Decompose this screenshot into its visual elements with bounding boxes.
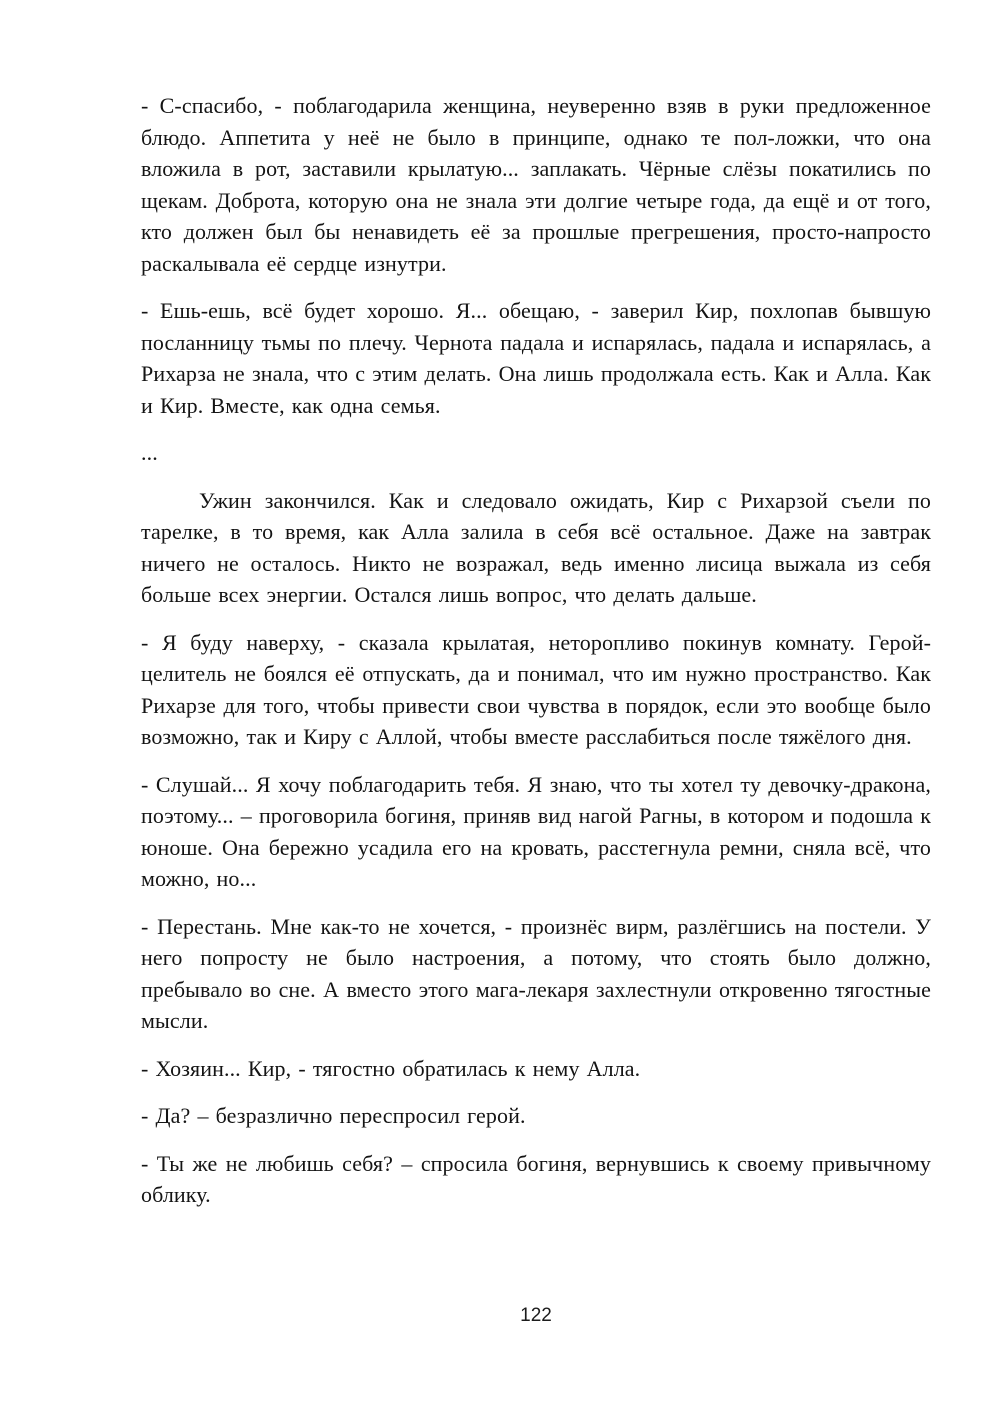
paragraph: - Да? – безразлично переспросил герой. xyxy=(141,1103,526,1128)
paragraph: - Хозяин... Кир, - тягостно обратилась к нему Алла. xyxy=(141,1055,641,1081)
paragraph: - С-спасибо, - поблагодарила женщина, неуверенно взяв в руки предложенное блюдо. Аппетита у неё не было в принципе, однако те пол-ложки, что она вложила в рот, заставили крылатую... заплакать. Чёрные слёзы покатились по щекам. Доброта, которую она не знала эти долгие четыре года, да ещё и от того, кто должен был бы ненавидеть её за прошлые прегрешения, просто-напросто раскалывала её сердце изнутри. xyxy=(141,93,931,276)
paragraph: ... xyxy=(141,440,158,465)
paragraph: - Перестань. Мне как-то не хочется, - произнёс вирм, разлёгшись на постели. У него попросту не было настроения, а потому, что стоять было должно, пребывало во сне. А вместо этого мага-лекаря захлестнули откровенно тягостные мысли. xyxy=(141,913,931,1033)
paragraph: Ужин закончился. Как и следовало ожидать, Кир с Рихарзой съели по тарелке, в то время, как Алла залила в себя всё остальное. Даже на завтрак ничего не осталось. Никто не возражал, ведь именно лисица выжала из себя больше всех энергии. Остался лишь вопрос, что делать дальше. xyxy=(141,487,931,607)
paragraph-list xyxy=(141,90,931,1211)
paragraph: - Ешь-ешь, всё будет хорошо. Я... обещаю, - заверил Кир, похлопав бывшую посланницу тьмы по плечу. Чернота падала и испарялась, падала и испарялась, а Рихарза не знала, что с этим делать. Она лишь продолжала есть. Как и Алла. Как и Кир. Вместе, как одна семья. xyxy=(141,298,931,418)
page-number: 122 xyxy=(520,1305,552,1326)
paragraph: - Слушай... Я хочу поблагодарить тебя. Я знаю, что ты хотел ту девочку-дракона, поэтому... – проговорила богиня, приняв вид нагой Рагны, в котором и подошла к юноше. Она бережно усадила его на кровать, расстегнула ремни, сняла всё, что можно, но... xyxy=(141,771,931,891)
page-body xyxy=(141,90,931,1227)
paragraph: - Я буду наверху, - сказала крылатая, неторопливо покинув комнату. Герой-целитель не боялся её отпускать, да и понимал, что им нужно пространство. Как Рихарзе для того, чтобы привести свои чувства в порядок, если это вообще было возможно, так и Киру с Аллой, чтобы вместе расслабиться после тяжёлого дня. xyxy=(141,629,931,749)
paragraph: - Ты же не любишь себя? – спросила богиня, вернувшись к своему привычному облику. xyxy=(141,1150,931,1207)
